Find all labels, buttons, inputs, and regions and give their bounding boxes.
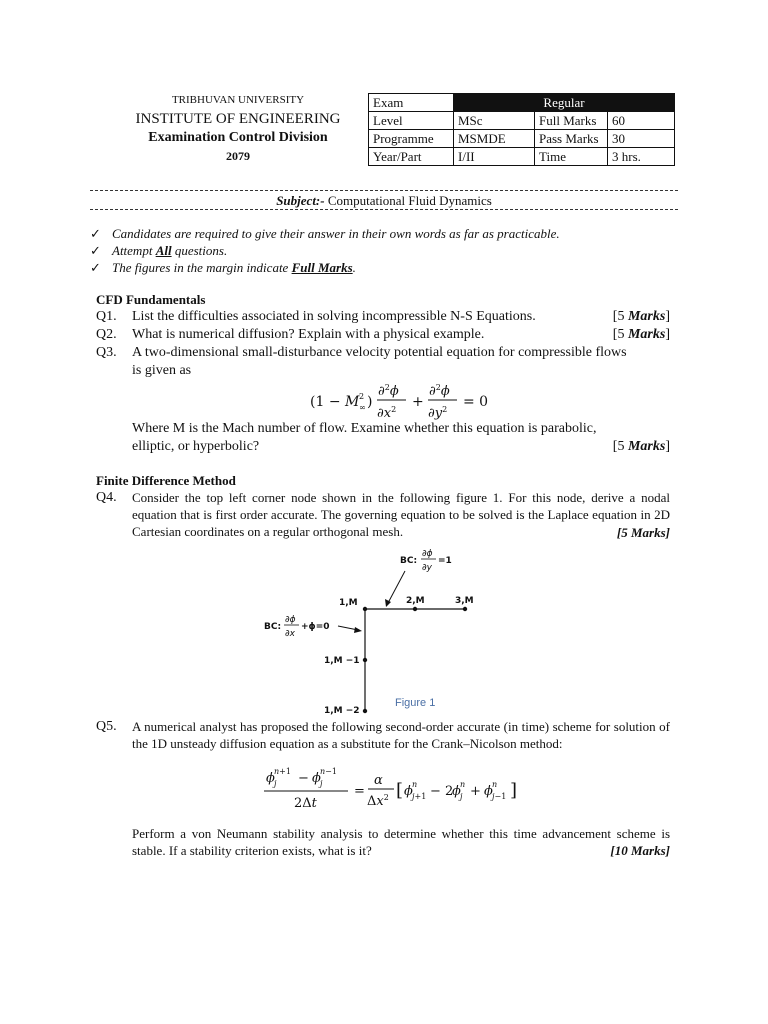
marks-q5: [10 Marks] bbox=[610, 843, 670, 858]
svg-text:− 2: − 2 bbox=[430, 784, 454, 799]
svg-text:+: + bbox=[470, 784, 481, 799]
svg-text:∂x: ∂x bbox=[285, 629, 295, 639]
svg-text:∂2ϕ: ∂$^2$ϕ bbox=[378, 383, 399, 399]
svg-text:j: j bbox=[274, 779, 277, 788]
question-5: Q5. A numerical analyst has proposed the following second-order accurate (in time) scheme for solution of the 1D unsteady diffusion equation as a substitute for the Crank–Nicolson method: bbox=[96, 719, 670, 751]
svg-text:∂2ϕ: ∂$^2$ϕ bbox=[429, 383, 450, 399]
exam-year: 2079 bbox=[226, 149, 250, 163]
section-cfd-fundamentals: CFD Fundamentals bbox=[96, 292, 206, 307]
svg-text:2: 2 bbox=[359, 392, 365, 401]
svg-text:∂y: ∂y bbox=[422, 563, 432, 573]
subject-label: Subject:- bbox=[276, 193, 325, 208]
svg-text:j−1: j−1 bbox=[492, 792, 507, 801]
svg-text:∂y2: $\partial y^2$ bbox=[428, 405, 448, 421]
svg-text:ϕ: ϕ bbox=[484, 784, 493, 799]
node-1M-label: 1,M bbox=[339, 598, 358, 608]
division-name: Examination Control Division bbox=[148, 130, 328, 145]
svg-text:α: α bbox=[374, 773, 383, 788]
svg-text:n: n bbox=[460, 780, 466, 789]
svg-text:n−1: n−1 bbox=[320, 767, 337, 776]
question-1: Q1. List the difficulties associated in solving incompressible N-S Equations. [5 Marks] bbox=[96, 309, 670, 324]
bc-top-arrowhead bbox=[385, 599, 391, 607]
svg-text:−: − bbox=[298, 771, 309, 786]
svg-text:): ) bbox=[367, 394, 373, 410]
svg-text:∂x2: $\partial x^2$ bbox=[377, 405, 397, 421]
node-2M-label: 2,M bbox=[406, 596, 425, 606]
instruction-1: ✓ Candidates are required to give their answer in their own words as far as practicable. bbox=[90, 226, 560, 241]
level-label: Level bbox=[369, 112, 454, 130]
svg-text:=: = bbox=[354, 784, 365, 799]
check-icon: ✓ bbox=[90, 260, 101, 275]
full-marks-label: Full Marks bbox=[535, 112, 608, 130]
q3-equation bbox=[306, 379, 496, 423]
svg-text:ϕ: ϕ bbox=[452, 784, 461, 799]
exam-info-table bbox=[368, 93, 675, 166]
svg-text:= 0: = 0 bbox=[463, 394, 489, 410]
subject-name: Computational Fluid Dynamics bbox=[327, 193, 492, 208]
bc-left-derivative bbox=[284, 615, 299, 639]
question-3: Q3. A two-dimensional small-disturbance velocity potential equation for compressible flows is given as (1 − M 2 ∞ ) ∂$^2$ϕ $\partial x^2$ + ∂$^2$ϕ $\partial y^2$ = 0 Where M is the Mach number of flow. Examine whether this equation is parabolic, elliptic, or hyperbolic? [5 Marks] bbox=[96, 345, 670, 454]
bc-top-derivative bbox=[421, 549, 436, 573]
marks-q3: [5 Marks] bbox=[612, 439, 670, 454]
figure-caption: Figure 1 bbox=[395, 697, 436, 709]
time-value: 3 hrs. bbox=[608, 148, 675, 166]
bc-top-label: BC: bbox=[400, 556, 418, 566]
question-4: Q4. Consider the top left corner node shown in the following figure 1. For this node, derive a nodal equation that is first order accurate. The governing equation to be solved is the Laplace equation in 2D Cartesian coordinates on a regular orthogonal mesh. [5 Marks] bbox=[96, 490, 670, 540]
node-1M2-dot bbox=[363, 709, 367, 713]
pass-marks-value: 30 bbox=[608, 130, 675, 148]
marks-q1: [5 Marks] bbox=[612, 309, 670, 324]
svg-text:∂ϕ: ∂ϕ bbox=[422, 549, 433, 559]
node-1M1-dot bbox=[363, 658, 367, 662]
svg-text:ϕ: ϕ bbox=[266, 771, 275, 786]
svg-text:(1 − M: (1 − M bbox=[310, 394, 360, 410]
node-3M-dot bbox=[463, 607, 467, 611]
svg-text:ϕ: ϕ bbox=[312, 771, 321, 786]
svg-text:∞: ∞ bbox=[359, 403, 366, 412]
svg-text:j+1: j+1 bbox=[412, 792, 427, 801]
node-2M-dot bbox=[413, 607, 417, 611]
year-part-value: I/II bbox=[454, 148, 535, 166]
node-3M-label: 3,M bbox=[455, 596, 474, 606]
time-label: Time bbox=[535, 148, 608, 166]
programme-label: Programme bbox=[369, 130, 454, 148]
institute-name: INSTITUTE OF ENGINEERING bbox=[135, 111, 341, 127]
svg-text:∂ϕ: ∂ϕ bbox=[285, 615, 296, 625]
programme-value: MSMDE bbox=[454, 130, 535, 148]
node-1M2-label: 1,M −2 bbox=[324, 706, 360, 715]
bc-left-label: BC: bbox=[264, 622, 282, 632]
check-icon: ✓ bbox=[90, 226, 101, 241]
top-divider bbox=[90, 190, 678, 191]
svg-text:n: n bbox=[412, 780, 418, 789]
instruction-2: ✓ Attempt All questions. bbox=[90, 243, 228, 258]
exam-value: Regular bbox=[454, 94, 675, 112]
svg-text:[: [ bbox=[396, 780, 404, 801]
svg-text:j: j bbox=[460, 792, 463, 801]
svg-text:n: n bbox=[492, 780, 498, 789]
exam-label: Exam bbox=[369, 94, 454, 112]
full-marks-value: 60 bbox=[608, 112, 675, 130]
question-5-continued: Perform a von Neumann stability analysis to determine whether this time advancement scheme is stable. If a stability criterion exists, what is it? [10 Marks] bbox=[132, 826, 670, 858]
svg-text:2Δt: 2Δt bbox=[294, 796, 317, 811]
university-name: TRIBHUVAN UNIVERSITY bbox=[171, 94, 305, 106]
check-icon: ✓ bbox=[90, 243, 101, 258]
svg-text:n+1: n+1 bbox=[274, 767, 291, 776]
svg-text:]: ] bbox=[510, 780, 518, 801]
bc-left-rhs: +ϕ=0 bbox=[301, 622, 330, 632]
bc-left-arrowhead bbox=[354, 627, 362, 633]
svg-text:ϕ: ϕ bbox=[404, 784, 413, 799]
question-2: Q2. What is numerical diffusion? Explain with a physical example. [5 Marks] bbox=[96, 327, 670, 342]
figure-1 bbox=[252, 545, 482, 715]
q5-equation bbox=[262, 762, 542, 814]
bc-top-arrow bbox=[388, 571, 405, 603]
instruction-3: ✓ The figures in the margin indicate Full Marks. bbox=[90, 260, 356, 275]
marks-q2: [5 Marks] bbox=[612, 327, 670, 342]
level-value: MSc bbox=[454, 112, 535, 130]
section-finite-difference: Finite Difference Method bbox=[96, 473, 236, 488]
svg-text:Δx2: $\Delta x^2$ bbox=[367, 793, 389, 809]
year-part-label: Year/Part bbox=[369, 148, 454, 166]
bottom-divider bbox=[90, 209, 678, 210]
svg-text:j: j bbox=[320, 779, 323, 788]
subject-line bbox=[90, 193, 678, 209]
bc-top-rhs: =1 bbox=[438, 556, 452, 566]
node-1M-dot bbox=[363, 607, 367, 611]
svg-text:+: + bbox=[412, 394, 424, 410]
node-1M1-label: 1,M −1 bbox=[324, 656, 360, 666]
marks-q4: [5 Marks] bbox=[616, 525, 670, 540]
pass-marks-label: Pass Marks bbox=[535, 130, 608, 148]
